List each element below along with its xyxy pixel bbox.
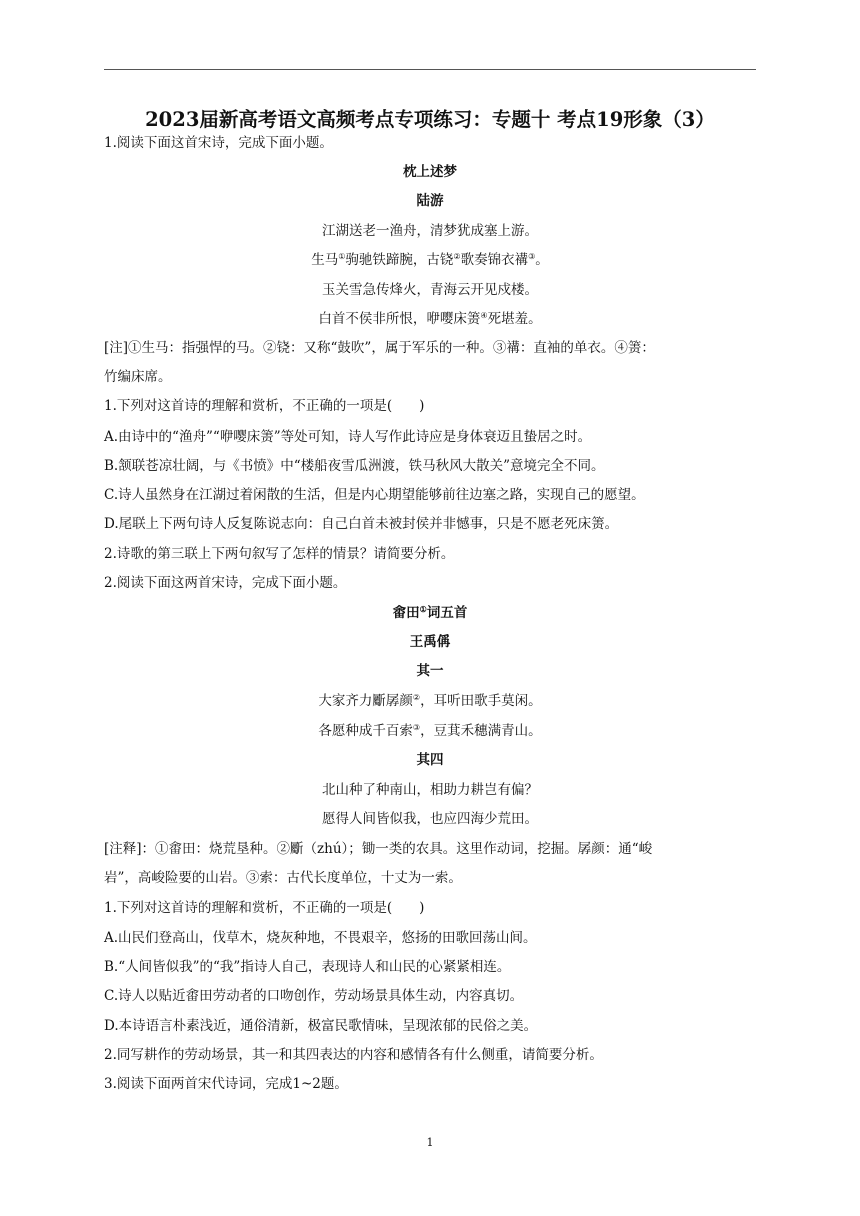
q2-part-1-line-1: 大家齐力斸孱颜②，耳听田歌手莫闲。	[318, 693, 542, 709]
q1-poem-line-1: 江湖送老一渔舟，清梦犹成塞上游。	[322, 223, 538, 239]
q2-poem-title: 畬田①词五首	[392, 604, 468, 621]
q1-note-line-1: [注]①生马：指强悍的马。②铙：又称“鼓吹”，属于军乐的一种。③褠：直袖的单衣。④箦：	[104, 340, 655, 356]
q1-poem-author: 陆游	[416, 193, 444, 209]
q1-intro: 1.阅读下面这首宋诗，完成下面小题。	[104, 135, 333, 151]
q2-option-b: B.“人间皆似我”的“我”指诗人自己，表现诗人和山民的心紧紧相连。	[104, 959, 511, 975]
q1-sub-question-2: 2.诗歌的第三联上下两句叙写了怎样的情景？请简要分析。	[104, 546, 455, 562]
q3-intro: 3.阅读下面两首宋代诗词，完成1~2题。	[104, 1076, 348, 1092]
q2-part-1-title: 其一	[416, 663, 444, 679]
q2-part-4-title: 其四	[416, 752, 444, 768]
q2-option-a: A.山民们登高山，伐草木，烧灰种地，不畏艰辛，悠扬的田歌回荡山间。	[104, 930, 537, 946]
document-title: 2023届新高考语文高频考点专项练习：专题十 考点19形象（3）	[145, 108, 715, 131]
header-rule	[104, 69, 756, 70]
q2-poem-author: 王禹偁	[409, 634, 451, 650]
q1-option-d: D.尾联上下两句诗人反复陈说志向：自己白首未被封侯并非憾事，只是不愿老死床箦。	[104, 516, 619, 532]
q2-option-d: D.本诗语言朴素浅近，通俗清新，极富民歌情味，呈现浓郁的民俗之美。	[104, 1018, 538, 1034]
q2-intro: 2.阅读下面这两首宋诗，完成下面小题。	[104, 575, 347, 591]
q1-sub-question-1: 1.下列对这首诗的理解和赏析，不正确的一项是( )	[104, 398, 425, 414]
q1-poem-line-4: 白首不侯非所恨，咿嘤床箦④死堪羞。	[318, 311, 542, 327]
q2-sub-question-2: 2.同写耕作的劳动场景，其一和其四表达的内容和感情各有什么侧重，请简要分析。	[104, 1047, 603, 1063]
q1-option-c: C.诗人虽然身在江湖过着闲散的生活，但是内心期望能够前往边塞之路，实现自己的愿望。	[104, 487, 645, 503]
q2-part-1-line-2: 各愿种成千百索③，豆萁禾穗满青山。	[318, 723, 542, 739]
q2-sub-question-1: 1.下列对这首诗的理解和赏析，不正确的一项是( )	[104, 900, 425, 916]
q1-option-b: B.颔联苍凉壮阔，与《书愤》中“楼船夜雪瓜洲渡，铁马秋风大散关”意境完全不同。	[104, 458, 605, 474]
q1-poem-line-2: 生马①驹驰铁蹄腕，古铙②歌奏锦衣褠③。	[311, 252, 549, 268]
q1-poem-title: 枕上述梦	[403, 164, 457, 180]
q2-note-line-2: 岩”，高峻险要的山岩。③索：古代长度单位，十丈为一索。	[104, 870, 462, 886]
q2-part-4-line-2: 愿得人间皆似我，也应四海少荒田。	[322, 811, 538, 827]
page-number: 1	[426, 1136, 434, 1149]
q2-note-line-1: [注释]：①畬田：烧荒垦种。②斸（zhú）；锄一类的农具。这里作动词，挖掘。孱颜：通“峻	[104, 841, 653, 857]
q2-part-4-line-1: 北山种了种南山，相助力耕岂有偏？	[322, 782, 538, 798]
q1-note-line-2: 竹编床席。	[104, 369, 172, 385]
q1-poem-line-3: 玉关雪急传烽火，青海云开见戍楼。	[322, 282, 538, 298]
q2-option-c: C.诗人以贴近畬田劳动者的口吻创作，劳动场景具体生动，内容真切。	[104, 988, 524, 1004]
q1-option-a: A.由诗中的“渔舟”“咿嘤床箦”等处可知，诗人写作此诗应是身体衰迈且蛰居之时。	[104, 429, 592, 445]
